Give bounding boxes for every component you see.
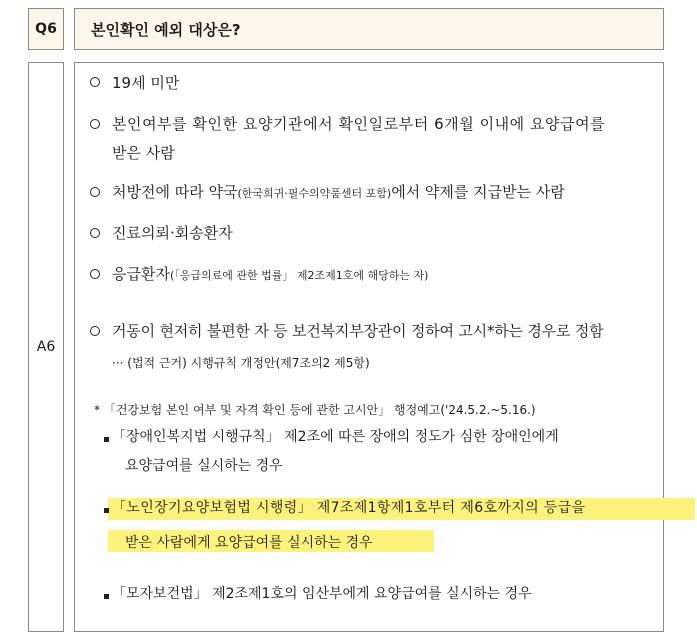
circle-bullet-icon — [90, 269, 100, 279]
notice-bullet: 「장애인복지법 시행규칙」 제2조에 따른 장애의 정도가 심한 장애인에게 — [112, 429, 559, 445]
circle-bullet-icon — [90, 326, 100, 336]
notice-footnote: * 「건강보험 본인 여부 및 자격 확인 등에 관한 고시안」 행정예고('24.5.2.~5.16.) — [94, 403, 536, 417]
answer-item — [112, 263, 428, 284]
circle-bullet-icon — [90, 187, 100, 197]
answer-item: 19세 미만 — [112, 74, 180, 92]
answer-item-paren: (「응급의료에 관한 법률」 제2조제1호에 해당하는 자) — [169, 269, 429, 282]
answer-item-main: 응급환자 — [112, 265, 170, 283]
answer-label: A6 — [28, 62, 64, 632]
answer-item-main: 처방전에 따라 약국 — [112, 183, 238, 201]
question-text: 본인확인 예외 대상은? — [74, 8, 664, 50]
answer-item: 진료의뢰·회송환자 — [112, 224, 233, 242]
answer-item-paren: (한국희귀·필수의약품센터 포함) — [237, 187, 392, 200]
square-bullet-icon — [104, 437, 109, 442]
notice-bullet: 「모자보건법」 제2조제1호의 임산부에게 요양급여를 실시하는 경우 — [112, 586, 532, 602]
circle-bullet-icon — [90, 228, 100, 238]
answer-item: 본인여부를 확인한 요양기관에서 확인일로부터 6개월 이내에 요양급여를 — [112, 115, 606, 133]
question-label: Q6 — [28, 8, 64, 50]
notice-bullet-continued: 요양급여를 실시하는 경우 — [125, 458, 283, 474]
notice-bullet-highlighted: 「노인장기요양보험법 시행령」 제7조제1항제1호부터 제6호까지의 등급을 — [112, 500, 586, 516]
answer-item-continued: 받은 사람 — [112, 144, 175, 162]
circle-bullet-icon — [90, 77, 100, 87]
notice-bullet-continued: 받은 사람에게 요양급여를 실시하는 경우 — [125, 535, 373, 551]
square-bullet-icon — [104, 508, 109, 513]
legal-basis-reference: ··· (법적 근거) 시행규칙 개정안(제7조의2 제5항) — [112, 356, 370, 370]
answer-item: 거동이 현저히 불편한 자 등 보건복지부장관이 정하여 고시*하는 경우로 정함 — [112, 322, 604, 340]
circle-bullet-icon — [90, 119, 100, 129]
answer-item — [112, 181, 565, 202]
square-bullet-icon — [104, 594, 109, 599]
answer-item-main: 에서 약제를 지급받는 사람 — [391, 183, 565, 201]
